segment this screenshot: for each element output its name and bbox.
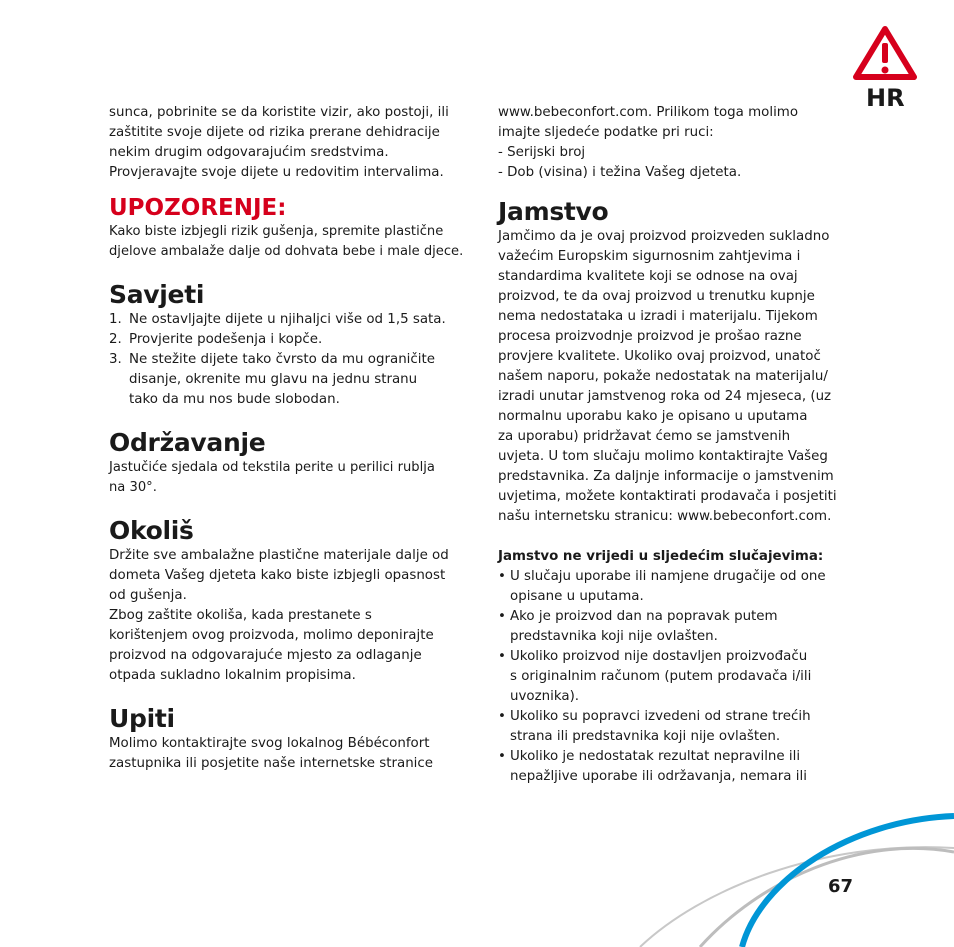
list-item <box>498 707 860 747</box>
savjeti-list <box>109 310 469 410</box>
bullet-icon: • <box>498 709 506 724</box>
text-line: Jamčimo da je ovaj proizvod proizveden sukladno <box>498 229 830 244</box>
warning-text <box>109 222 469 262</box>
text-line: Držite sve ambalažne plastične materijale dalje od <box>109 548 449 563</box>
text-line: djelove ambalaže dalje od dohvata bebe i male djece. <box>109 244 464 259</box>
text-line: imajte sljedeće podatke pri ruci: <box>498 125 714 140</box>
text-line: Ukoliko su popravci izvedeni od strane trećih <box>510 709 811 724</box>
text-line: procesa proizvodnje proizvod je prošao razne <box>498 329 802 344</box>
text-line: tako da mu nos bude slobodan. <box>129 392 340 407</box>
text-line: Ne ostavljajte dijete u njihaljci više od 1,5 sata. <box>129 312 446 327</box>
okolis-heading: Okoliš <box>109 516 194 545</box>
text-line: nepažljive uporabe ili održavanja, nemara ili <box>510 769 807 784</box>
text-line: važećim Europskim sigurnosnim zahtjevima i <box>498 249 801 264</box>
warning-triangle-icon <box>852 25 918 83</box>
text-line: Ukoliko proizvod nije dostavljen proizvođaču <box>510 649 808 664</box>
list-item <box>109 330 469 350</box>
list-item <box>498 607 860 647</box>
text-line: opisane u uputama. <box>510 589 644 604</box>
text-line: Jastučiće sjedala od tekstila perite u perilici rublja <box>109 460 435 475</box>
text-line: Provjeravajte svoje dijete u redovitim intervalima. <box>109 165 444 180</box>
text-line: Zbog zaštite okoliša, kada prestanete s <box>109 608 372 623</box>
text-line: našu internetsku stranicu: www.bebeconfort.com. <box>498 509 832 524</box>
odrzavanje-heading: Održavanje <box>109 428 266 457</box>
text-line: uvoznika). <box>510 689 580 704</box>
text-line: U slučaju uporabe ili namjene drugačije od one <box>510 569 826 584</box>
text-line: zaštitite svoje dijete od rizika prerane dehidracije <box>109 125 440 140</box>
text-line: uvjeta. U tom slučaju molimo kontaktirajte Vašeg <box>498 449 828 464</box>
text-line: nekim drugim odgovarajućim sredstvima. <box>109 145 389 160</box>
left-column <box>109 103 469 774</box>
list-number: 1. <box>109 312 122 327</box>
text-line: Ako je proizvod dan na popravak putem <box>510 609 778 624</box>
list-number: 2. <box>109 332 122 347</box>
bullet-icon: • <box>498 569 506 584</box>
text-line: Kako biste izbjegli rizik gušenja, spremite plastične <box>109 224 444 239</box>
text-line: provjere kvalitete. Ukoliko ovaj proizvod, unatoč <box>498 349 821 364</box>
text-line: sunca, pobrinite se da koristite vizir, ako postoji, ili <box>109 105 449 120</box>
text-line: proizvod, te da ovaj proizvod u trenutku kupnje <box>498 289 815 304</box>
text-line: - Serijski broj <box>498 145 586 160</box>
bullet-icon: • <box>498 749 506 764</box>
list-item <box>109 310 469 330</box>
text-line: izradi unutar jamstvenog roka od 24 mjeseca, (uz <box>498 389 832 404</box>
intro-paragraph <box>109 103 469 183</box>
text-line: - Dob (visina) i težina Vašeg djeteta. <box>498 165 742 180</box>
text-line: Provjerite podešenja i kopče. <box>129 332 323 347</box>
text-line: zastupnika ili posjetite naše internetske stranice <box>109 756 433 771</box>
right-column <box>498 103 860 787</box>
text-line: za uporabu) pridržavat ćemo se jamstvenih <box>498 429 791 444</box>
text-line: strana ili predstavnika koji nije ovlašten. <box>510 729 781 744</box>
list-item <box>498 567 860 607</box>
upiti-heading: Upiti <box>109 704 175 733</box>
text-line: od gušenja. <box>109 588 187 603</box>
language-label: HR <box>866 84 905 112</box>
bullet-icon: • <box>498 609 506 624</box>
text-line: na 30°. <box>109 480 157 495</box>
text-line: proizvod na odgovarajuće mjesto za odlaganje <box>109 648 422 663</box>
jamstvo-heading: Jamstvo <box>498 197 609 226</box>
text-line: www.bebeconfort.com. Prilikom toga molimo <box>498 105 799 120</box>
text-line: našem naporu, pokaže nedostatak na materijalu/ <box>498 369 828 384</box>
text-line: Ukoliko je nedostatak rezultat nepravilne ili <box>510 749 801 764</box>
savjeti-heading: Savjeti <box>109 280 205 309</box>
text-line: Ne stežite dijete tako čvrsto da mu ograničite <box>129 352 435 367</box>
text-line: otpada sukladno lokalnim propisima. <box>109 668 356 683</box>
text-line: korištenjem ovog proizvoda, molimo deponirajte <box>109 628 434 643</box>
text-line: s originalnim računom (putem prodavača i/ili <box>510 669 812 684</box>
exclusions-heading: Jamstvo ne vrijedi u sljedećim slučajevima: <box>498 549 824 564</box>
text-line: predstavnika. Za daljnje informacije o jamstvenim <box>498 469 834 484</box>
odrzavanje-text <box>109 458 469 498</box>
text-line: disanje, okrenite mu glavu na jednu stranu <box>129 372 418 387</box>
okolis-text <box>109 546 469 686</box>
exclusions-list <box>498 567 860 787</box>
upiti-text <box>109 734 469 774</box>
text-line: normalnu uporabu kako je opisano u uputama <box>498 409 808 424</box>
list-item <box>498 747 860 787</box>
bullet-icon: • <box>498 649 506 664</box>
list-item <box>109 350 469 410</box>
list-number: 3. <box>109 352 122 367</box>
text-line: standardima kvalitete koji se odnose na ovaj <box>498 269 798 284</box>
warning-heading: UPOZORENJE: <box>109 195 287 221</box>
text-line: nema nedostataka u izradi i materijalu. Tijekom <box>498 309 818 324</box>
intro-paragraph <box>498 103 860 183</box>
text-line: uvjetima, možete kontaktirati prodavača i posjetiti <box>498 489 837 504</box>
page-number: 67 <box>828 876 854 897</box>
list-item <box>498 647 860 707</box>
jamstvo-text <box>498 227 860 527</box>
text-line: predstavnika koji nije ovlašten. <box>510 629 718 644</box>
text-line: dometa Vašeg djeteta kako biste izbjegli opasnost <box>109 568 446 583</box>
text-line: Molimo kontaktirajte svog lokalnog Bébéconfort <box>109 736 430 751</box>
